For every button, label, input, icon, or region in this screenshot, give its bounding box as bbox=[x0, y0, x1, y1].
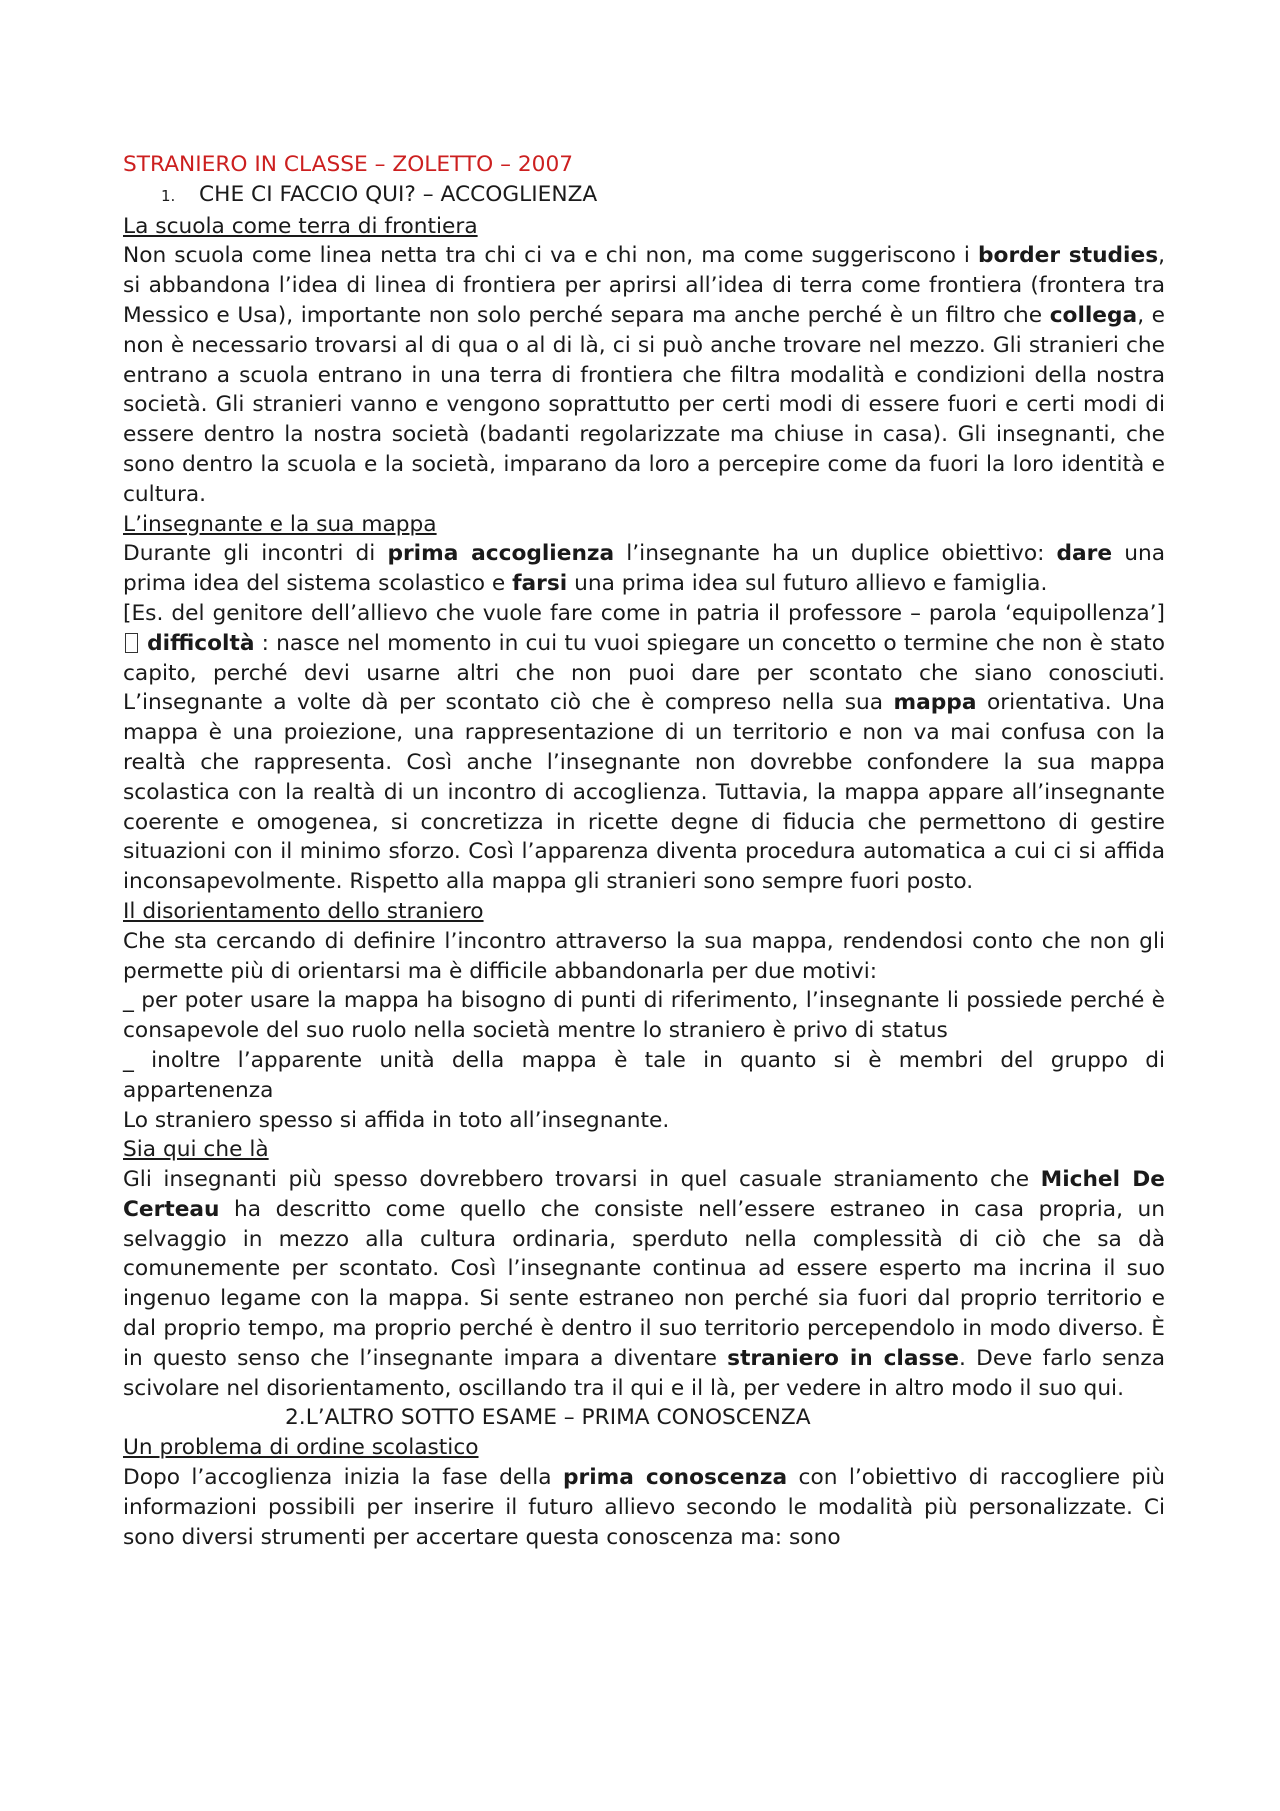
paragraph-prima-conoscenza bbox=[123, 1463, 1165, 1552]
chapter-2-heading: 2.L’ALTRO SOTTO ESAME – PRIMA CONOSCENZA bbox=[285, 1405, 811, 1431]
text-run: : nasce nel momento in cui tu vuoi spiegare un concetto o termine che non è stato capito, perché devi usarne altri che non puoi dare per scontato che siano conosciuti. L’insegnante a volte dà per scontato ciò che è compreso nella sua bbox=[123, 630, 1165, 716]
text-run: Non scuola come linea netta tra chi ci va e chi non, ma come suggeriscono i bbox=[123, 243, 979, 269]
paragraph-disorientamento: Che sta cercando di definire l’incontro attraverso la sua mappa, rendendosi conto che non gli permette più di orientarsi ma è difficile abbandonarla per due motivi: bbox=[123, 928, 1165, 984]
paragraph-affida: Lo straniero spesso si affida in toto all’insegnante. bbox=[123, 1107, 670, 1133]
list-item-motivo-2: _ inoltre l’apparente unità della mappa è tale in quanto si è membri del gruppo di appartenenza bbox=[123, 1047, 1165, 1103]
text-run: , e non è necessario trovarsi al di qua o al di là, ci si può anche trovare nel mezzo. Gli stranieri che entrano a scuola entrano in una terra di frontiera che filtra modalità e condizioni della nostra società. Gli stranieri vanno e vengono soprattutto per certi modi di essere fuori e certi modi di essere dentro la nostra società (badanti regolarizzate ma chiuse in casa). Gli insegnanti, che sono dentro la scuola e la società, imparano da loro a percepire come da fuori la loro identità e cultura. bbox=[123, 302, 1165, 507]
text-run: , si abbandona l’idea di linea di frontiera per aprirsi all’idea di terra come frontiera (frontera tra Messico e Usa), importante non solo perché separa ma anche perché è un filtro che bbox=[123, 243, 1166, 328]
section-heading-frontiera: La scuola come terra di frontiera bbox=[123, 213, 478, 239]
section-heading-ordine-scolastico: Un problema di ordine scolastico bbox=[123, 1435, 479, 1461]
text-run: Gli insegnanti più spesso dovrebbero trovarsi in quel casuale straniamento che bbox=[123, 1167, 1041, 1193]
paragraph-mappa bbox=[123, 599, 1165, 897]
bold-run: difficoltà bbox=[147, 630, 255, 656]
text-run: con l’obiettivo di raccogliere più informazioni possibili per inserire il futuro allievo secondo le modalità più personalizzate. Ci sono diversi strumenti per accertare questa conoscenza ma: sono bbox=[123, 1465, 1165, 1550]
text-run: una prima idea sul futuro allievo e famiglia. bbox=[567, 571, 1048, 597]
section-heading-qui-la: Sia qui che là bbox=[123, 1137, 269, 1163]
document-title: STRANIERO IN CLASSE – ZOLETTO – 2007 bbox=[123, 152, 574, 177]
bold-run: border studies bbox=[978, 243, 1159, 269]
document-page bbox=[123, 150, 1165, 1552]
bold-run: dare bbox=[1056, 541, 1113, 567]
section-heading-disorientamento: Il disorientamento dello straniero bbox=[123, 898, 484, 924]
text-run: . Deve farlo senza scivolare nel disorientamento, oscillando tra il qui e il là, per vedere in altro modo il suo qui. bbox=[123, 1345, 1166, 1401]
chapter-1-number: 1. bbox=[161, 186, 176, 205]
paragraph-qui-la bbox=[123, 1165, 1165, 1403]
bold-run: prima accoglienza bbox=[387, 541, 615, 567]
chapter-1-label: CHE CI FACCIO QUI? – ACCOGLIENZA bbox=[199, 181, 598, 207]
bold-run: mappa bbox=[893, 690, 977, 716]
list-item-motivo-1: _ per poter usare la mappa ha bisogno di punti di riferimento, l’insegnante li possiede perché è consapevole del suo ruolo nella società mentre lo straniero è privo di status bbox=[123, 988, 1165, 1044]
bold-run: straniero in classe bbox=[727, 1345, 960, 1371]
text-run: ha descritto come quello che consiste nell’essere estraneo in casa propria, un selvaggio in mezzo alla cultura ordinaria, sperduto nella complessità di ciò che sa dà comunemente per scontato. Così l’insegnante continua ad essere esperto ma incrina il suo ingenuo legame con la mappa. Si sente estraneo non perché sia fuori dal proprio territorio e dal proprio tempo, ma proprio perché è dentro il suo territorio percependolo in modo diverso. È in questo senso che l’insegnante impara a diventare bbox=[123, 1196, 1165, 1371]
paragraph-frontiera bbox=[123, 241, 1165, 509]
bold-run: Michel De Certeau bbox=[123, 1167, 1165, 1222]
paragraph-prima-accoglienza bbox=[123, 539, 1165, 599]
bold-run: prima conoscenza bbox=[562, 1465, 788, 1491]
text-run: [Es. del genitore dell’allievo che vuole fare come in patria il professore – parola ‘equipollenza’] bbox=[123, 600, 1165, 626]
text-run: Durante gli incontri di bbox=[123, 541, 388, 567]
text-run: orientativa. Una mappa è una proiezione, una rappresentazione di un territorio e non va mai confusa con la realtà che rappresenta. Così anche l’insegnante non dovrebbe confondere la sua mappa scolastica con la realtà di un incontro di accoglienza. Tuttavia, la mappa appare all’insegnante coerente e omogenea, si concretizza in ricette degne di fiducia che permettono di gestire situazioni con il minimo sforzo. Così l’apparenza diventa procedura automatica a cui ci si affida inconsapevolmente. Rispetto alla mappa gli stranieri sono sempre fuori posto. bbox=[123, 690, 1165, 895]
section-heading-mappa: L’insegnante e la sua mappa bbox=[123, 511, 437, 537]
arrow-icon bbox=[125, 633, 138, 653]
bold-run: collega bbox=[1049, 302, 1138, 328]
bold-run: farsi bbox=[512, 571, 568, 597]
text-run: una prima idea del sistema scolastico e bbox=[123, 541, 1165, 597]
text-run: l’insegnante ha un duplice obiettivo: bbox=[614, 541, 1057, 567]
text-run: Dopo l’accoglienza inizia la fase della bbox=[123, 1465, 563, 1491]
chapter-1-heading bbox=[123, 180, 1165, 212]
